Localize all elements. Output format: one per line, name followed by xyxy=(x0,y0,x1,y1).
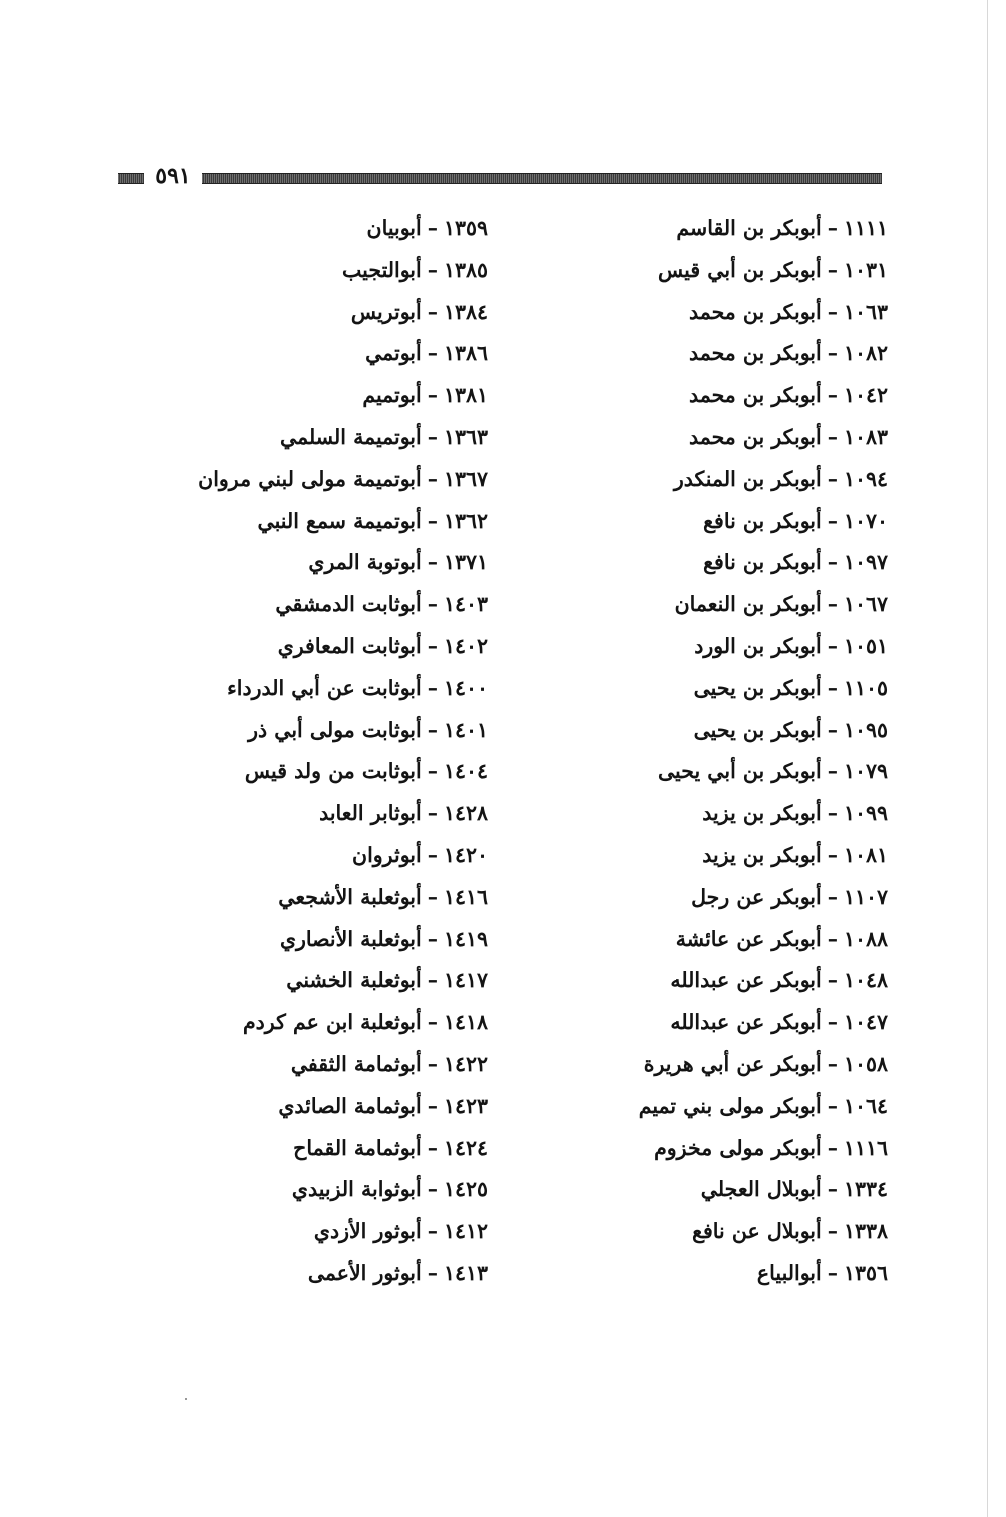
entry-name: أبوبكر مولى بني تميم xyxy=(638,1093,822,1118)
header-rule-left xyxy=(118,173,144,184)
entry-number: ١٠٩٩ xyxy=(843,801,888,826)
entry-number: ١٠٩٥ xyxy=(843,717,888,742)
entry-name: أبوبكر بن النعمان xyxy=(674,592,822,617)
entry-dash: – xyxy=(827,1051,838,1076)
entry-dash: – xyxy=(427,1219,438,1244)
entry-number: ١٤٢٢ xyxy=(443,1051,488,1076)
entry-number: ١٤٢٠ xyxy=(443,842,488,867)
entry-dash: – xyxy=(427,926,438,951)
entry-name: أبوبكر بن يحيى xyxy=(693,717,822,742)
index-entry xyxy=(188,417,488,459)
entry-number: ١٣٧١ xyxy=(443,550,488,575)
entry-number: ١٣٣٨ xyxy=(843,1219,888,1244)
entry-number: ١٤٢٨ xyxy=(443,801,488,826)
index-entry xyxy=(188,1169,488,1211)
entry-dash: – xyxy=(827,550,838,575)
index-entry xyxy=(588,1253,888,1295)
index-entry xyxy=(188,501,488,543)
entry-dash: – xyxy=(427,1260,438,1285)
index-entry xyxy=(188,459,488,501)
entry-dash: – xyxy=(827,801,838,826)
entry-dash: – xyxy=(427,424,438,449)
entry-dash: – xyxy=(827,842,838,867)
entry-name: أبوتميمة السلمي xyxy=(280,424,422,449)
entry-dash: – xyxy=(427,633,438,658)
entry-name: أبوبكر بن المنكدر xyxy=(673,466,822,491)
entry-number: ١٤٢٣ xyxy=(443,1093,488,1118)
index-entry xyxy=(588,877,888,919)
entry-name: أبوبكر بن محمد xyxy=(688,424,822,449)
index-entry xyxy=(588,250,888,292)
entry-number: ١٠٥١ xyxy=(843,633,888,658)
scan-edge-line xyxy=(987,0,988,1517)
entry-number: ١٠٤٢ xyxy=(843,383,888,408)
entry-dash: – xyxy=(427,1177,438,1202)
index-entry xyxy=(188,1044,488,1086)
entry-number: ١٤١٨ xyxy=(443,1010,488,1035)
index-entry xyxy=(188,250,488,292)
entry-dash: – xyxy=(827,884,838,909)
entry-name: أبوبكر بن محمد xyxy=(688,299,822,324)
entry-dash: – xyxy=(827,466,838,491)
entry-dash: – xyxy=(827,675,838,700)
entry-number: ١٣٥٩ xyxy=(443,216,488,240)
entry-dash: – xyxy=(827,299,838,324)
entry-dash: – xyxy=(427,383,438,408)
entry-name: أبوتمي xyxy=(365,341,422,366)
index-entry xyxy=(188,919,488,961)
entry-name: أبوثور الأعمى xyxy=(307,1260,422,1285)
entry-number: ١٠٩٤ xyxy=(843,466,888,491)
entry-number: ١٤٠٠ xyxy=(443,675,488,700)
index-entry xyxy=(588,835,888,877)
index-entry xyxy=(188,292,488,334)
entry-number: ١٤١٧ xyxy=(443,968,488,993)
entry-dash: – xyxy=(827,216,838,240)
entry-name: أبوثابت الدمشقي xyxy=(275,592,422,617)
index-entry xyxy=(588,501,888,543)
index-entry xyxy=(588,960,888,1002)
entry-dash: – xyxy=(427,1093,438,1118)
entry-number: ١٣٨٤ xyxy=(443,299,488,324)
index-entry xyxy=(588,459,888,501)
index-column-right xyxy=(588,208,888,1295)
entry-dash: – xyxy=(827,1093,838,1118)
index-entry xyxy=(188,960,488,1002)
entry-name: أبوثعلبة ابن عم كردم xyxy=(242,1010,422,1035)
entry-name: أبوثمامة الصائدي xyxy=(278,1093,422,1118)
entry-name: أبوبكر بن محمد xyxy=(688,383,822,408)
entry-name: أبوبيان xyxy=(366,216,422,240)
page-header xyxy=(118,165,882,189)
entry-dash: – xyxy=(427,341,438,366)
entry-number: ١٣٦٣ xyxy=(443,424,488,449)
entry-name: أبوالتجيب xyxy=(342,257,422,282)
entry-number: ١٠٤٨ xyxy=(843,968,888,993)
scan-speck xyxy=(185,1398,187,1400)
entry-number: ١٠٨١ xyxy=(843,842,888,867)
entry-dash: – xyxy=(427,216,438,240)
entry-number: ١٠٣١ xyxy=(843,257,888,282)
entry-dash: – xyxy=(827,968,838,993)
entry-dash: – xyxy=(427,759,438,784)
entry-dash: – xyxy=(427,550,438,575)
entry-dash: – xyxy=(427,842,438,867)
entry-name: أبوبلال العجلي xyxy=(700,1177,822,1202)
entry-name: أبوبكر بن نافع xyxy=(703,550,822,575)
entry-dash: – xyxy=(427,508,438,533)
index-entry xyxy=(588,292,888,334)
entry-name: أبوثمامة القماح xyxy=(293,1135,422,1160)
entry-number: ١٣٦٢ xyxy=(443,508,488,533)
index-entry xyxy=(588,626,888,668)
index-entry xyxy=(188,208,488,250)
entry-name: أبوبكر عن عبدالله xyxy=(670,968,822,993)
entry-dash: – xyxy=(827,1260,838,1285)
index-entry xyxy=(188,584,488,626)
entry-dash: – xyxy=(827,341,838,366)
entry-number: ١٠٩٧ xyxy=(843,550,888,575)
entry-dash: – xyxy=(427,1010,438,1035)
index-entry xyxy=(588,333,888,375)
entry-dash: – xyxy=(427,1051,438,1076)
entry-number: ١٠٧٩ xyxy=(843,759,888,784)
entry-name: أبوثور الأزدي xyxy=(313,1219,422,1244)
index-entry xyxy=(588,919,888,961)
entry-dash: – xyxy=(827,926,838,951)
entry-dash: – xyxy=(827,1135,838,1160)
entry-name: أبوثروان xyxy=(352,842,422,867)
index-entry xyxy=(188,626,488,668)
entry-name: أبوثعلبة الخشني xyxy=(286,968,422,993)
entry-name: أبوبكر بن القاسم xyxy=(676,216,822,240)
entry-name: أبوبكر بن الورد xyxy=(694,633,822,658)
entry-name: أبوبكر بن أبي قيس xyxy=(658,257,822,282)
entry-dash: – xyxy=(427,675,438,700)
entry-name: أبوبكر عن رجل xyxy=(691,884,822,909)
entry-name: أبوبكر عن أبي هريرة xyxy=(643,1051,822,1076)
entry-number: ١٣٣٤ xyxy=(843,1177,888,1202)
entry-number: ١٣٥٦ xyxy=(843,1260,888,1285)
entry-name: أبوثوابة الزبيدي xyxy=(291,1177,422,1202)
entry-dash: – xyxy=(827,717,838,742)
index-entry xyxy=(588,751,888,793)
entry-dash: – xyxy=(827,508,838,533)
index-entry xyxy=(588,417,888,459)
entry-number: ١٠٨٣ xyxy=(843,424,888,449)
index-entry xyxy=(188,1253,488,1295)
index-entry xyxy=(188,668,488,710)
entry-number: ١٠٨٨ xyxy=(843,926,888,951)
entry-number: ١٠٨٢ xyxy=(843,341,888,366)
entry-name: أبوبكر بن يحيى xyxy=(693,675,822,700)
entry-dash: – xyxy=(827,383,838,408)
entry-name: أبوبلال عن نافع xyxy=(692,1219,822,1244)
entry-name: أبوثعلبة الأنصاري xyxy=(279,926,422,951)
index-entry xyxy=(588,1086,888,1128)
entry-name: أبوبكر مولى مخزوم xyxy=(654,1135,822,1160)
entry-name: أبوثعلبة الأشجعي xyxy=(278,884,422,909)
entry-dash: – xyxy=(827,257,838,282)
entry-dash: – xyxy=(427,1135,438,1160)
index-entry xyxy=(188,333,488,375)
index-entry xyxy=(588,1044,888,1086)
header-rule-main xyxy=(202,173,882,184)
index-entry xyxy=(188,751,488,793)
index-entry xyxy=(188,877,488,919)
entry-number: ١٤٠١ xyxy=(443,717,488,742)
entry-number: ١٤١٦ xyxy=(443,884,488,909)
entry-dash: – xyxy=(427,257,438,282)
entry-number: ١٤٠٢ xyxy=(443,633,488,658)
entry-dash: – xyxy=(427,466,438,491)
entry-name: أبوثابت من ولد قيس xyxy=(244,759,422,784)
entry-name: أبوتريس xyxy=(350,299,422,324)
entry-dash: – xyxy=(427,717,438,742)
entry-dash: – xyxy=(827,633,838,658)
entry-dash: – xyxy=(827,592,838,617)
index-entry xyxy=(188,1128,488,1170)
index-entry xyxy=(188,542,488,584)
index-entry xyxy=(588,208,888,250)
index-entry xyxy=(188,1002,488,1044)
entry-dash: – xyxy=(427,968,438,993)
entry-number: ١٤٠٣ xyxy=(443,592,488,617)
entry-number: ١٣٦٧ xyxy=(443,466,488,491)
page-number: ٥٩١ xyxy=(155,163,191,189)
entry-dash: – xyxy=(827,1219,838,1244)
entry-name: أبوبكر عن عائشة xyxy=(675,926,822,951)
entry-name: أبوبكر بن يزيد xyxy=(702,801,822,826)
index-entry xyxy=(588,668,888,710)
index-entry xyxy=(588,1169,888,1211)
entry-dash: – xyxy=(827,424,838,449)
index-entry xyxy=(588,1128,888,1170)
entry-dash: – xyxy=(827,1010,838,1035)
index-entry xyxy=(188,793,488,835)
entry-number: ١٣٨٦ xyxy=(443,341,488,366)
entry-name: أبوثابت عن أبي الدرداء xyxy=(227,675,422,700)
entry-number: ١٤١٢ xyxy=(443,1219,488,1244)
index-entry xyxy=(188,710,488,752)
entry-number: ١٤٢٥ xyxy=(443,1177,488,1202)
entry-name: أبوثمامة الثقفي xyxy=(290,1051,422,1076)
entry-dash: – xyxy=(827,759,838,784)
entry-name: أبوبكر بن نافع xyxy=(703,508,822,533)
index-entry xyxy=(588,584,888,626)
entry-name: أبوتميم xyxy=(362,383,422,408)
entry-number: ١١٠٧ xyxy=(843,884,888,909)
entry-number: ١٤٠٤ xyxy=(443,759,488,784)
entry-number: ١٠٦٣ xyxy=(843,299,888,324)
entry-dash: – xyxy=(827,1177,838,1202)
entry-name: أبوتميمة سمع النبي xyxy=(257,508,422,533)
entry-name: أبوثابر العابد xyxy=(319,801,422,826)
entry-number: ١١٠٥ xyxy=(843,675,888,700)
entry-number: ١٠٦٧ xyxy=(843,592,888,617)
entry-number: ١١١١ xyxy=(843,216,888,240)
entry-number: ١١١٦ xyxy=(843,1135,888,1160)
index-entry xyxy=(588,375,888,417)
entry-number: ١٠٥٨ xyxy=(843,1051,888,1076)
index-entry xyxy=(588,710,888,752)
entry-name: أبوتوبة المري xyxy=(308,550,422,575)
index-entry xyxy=(188,835,488,877)
entry-dash: – xyxy=(427,299,438,324)
entry-name: أبوثابت المعافري xyxy=(277,633,422,658)
entry-dash: – xyxy=(427,592,438,617)
entry-name: أبوثابت مولى أبي ذر xyxy=(248,717,422,742)
index-entry xyxy=(588,542,888,584)
entry-number: ١٠٧٠ xyxy=(843,508,888,533)
entry-dash: – xyxy=(427,884,438,909)
entry-name: أبوبكر بن محمد xyxy=(688,341,822,366)
index-entry xyxy=(588,1211,888,1253)
entry-name: أبوبكر بن أبي يحيى xyxy=(657,759,822,784)
entry-number: ١٠٦٤ xyxy=(843,1093,888,1118)
entry-name: أبوالبياع xyxy=(756,1260,822,1285)
index-column-left xyxy=(188,208,488,1295)
entry-name: أبوبكر بن يزيد xyxy=(702,842,822,867)
entry-number: ١٤٢٤ xyxy=(443,1135,488,1160)
entry-name: أبوبكر عن عبدالله xyxy=(670,1010,822,1035)
entry-number: ١٠٤٧ xyxy=(843,1010,888,1035)
entry-name: أبوتميمة مولى لبني مروان xyxy=(198,466,422,491)
entry-number: ١٤١٩ xyxy=(443,926,488,951)
entry-number: ١٣٨٥ xyxy=(443,257,488,282)
index-entry xyxy=(188,1211,488,1253)
entry-number: ١٤١٣ xyxy=(443,1260,488,1285)
index-entry xyxy=(588,793,888,835)
index-entry xyxy=(188,1086,488,1128)
index-entry xyxy=(588,1002,888,1044)
entry-number: ١٣٨١ xyxy=(443,383,488,408)
index-entry xyxy=(188,375,488,417)
entry-dash: – xyxy=(427,801,438,826)
